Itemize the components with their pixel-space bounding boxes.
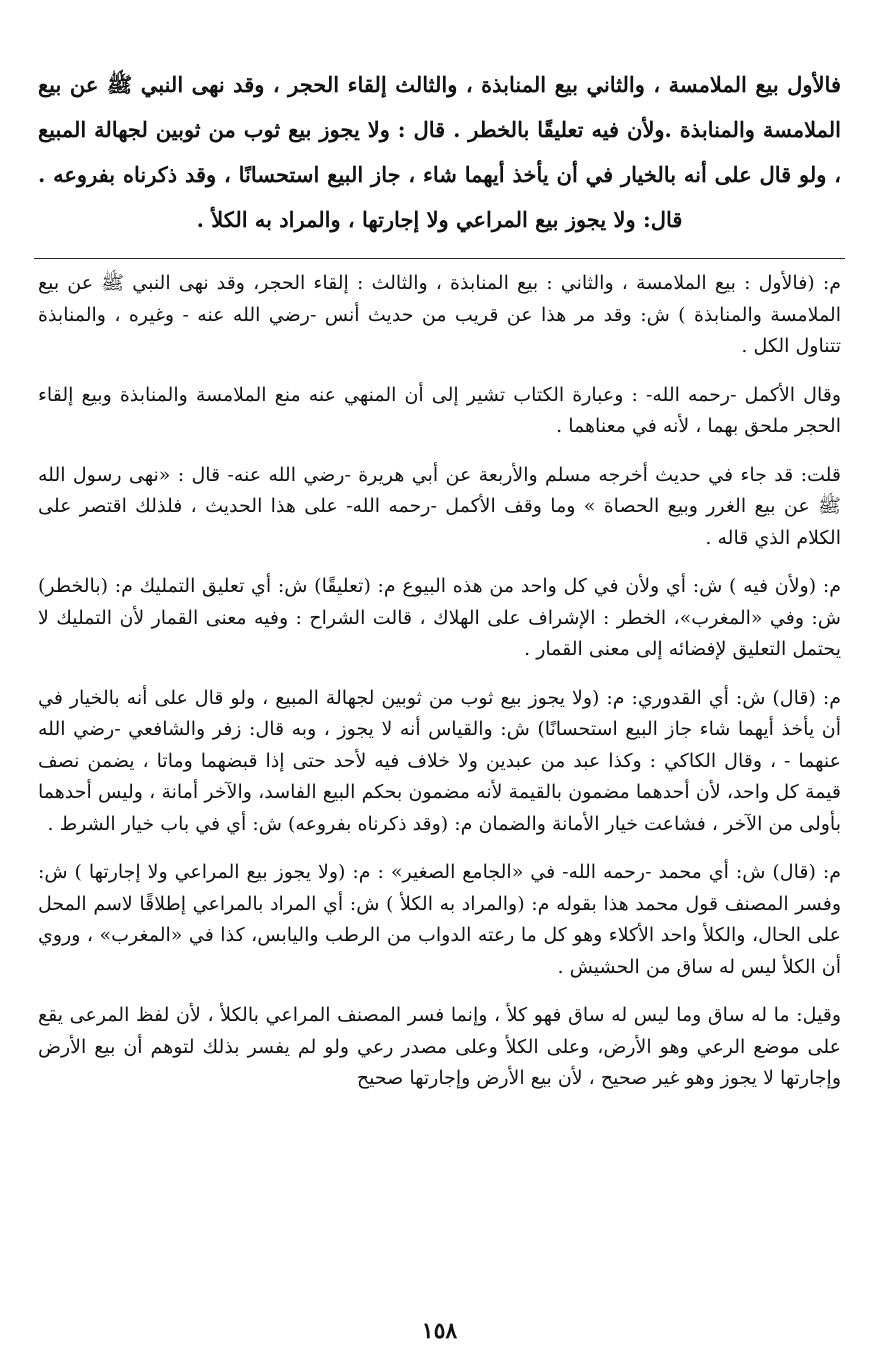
commentary-paragraph: م: (ولأن فيه ) ش: أي ولأن في كل واحد من هذه البيوع م: (تعليقًا) ش: أي تعليق التمليك م: (بالخطر) ش: وفي «المغرب»، الخطر : الإشراف على الهلاك ، قالت الشراح : وفيه معنى القمار لأن التمليك لا يحتمل التعليق لإفضائه إلى معنى القمار . [38,575,841,660]
commentary-paragraph: م: (فالأول : بيع الملامسة ، والثاني : بيع المنابذة ، والثالث : إلقاء الحجر، وقد نهى النبي ﷺ عن بيع الملامسة والمنابذة ) ش: وقد مر هذا عن قريب من حديث أنس -رضي الله عنه - وغيره ، والمنابذة تتناول الكل . [38,272,841,357]
separator-line [34,258,845,259]
main-text-block [38,62,841,242]
commentary-paragraph: وقيل: ما له ساق وما ليس له ساق فهو كلأ ، وإنما فسر المصنف المراعي بالكلأ ، لأن لفظ المرعى يقع على موضع الرعي وهو الأرض، وعلى الكلأ وعلى مصدر رعي ولو لم يفسر بذلك لتوهم أن بيع الأرض وإجارتها لا يجوز وهو غير صحيح ، لأن بيع الأرض وإجارتها صحيح [38,1004,842,1089]
commentary-block [38,268,841,1112]
commentary-paragraph: وقال الأكمل -رحمه الله- : وعبارة الكتاب تشير إلى أن المنهي عنه منع الملامسة والمنابذة وبيع إلقاء الحجر ملحق بهما ، لأنه في معناهما . [38,383,841,437]
page-number: ١٥٨ [421,1318,458,1344]
commentary-paragraph: م: (قال) ش: أي القدوري: م: (ولا يجوز بيع ثوب من ثوبين لجهالة المبيع ، ولو قال على أنه بالخيار في أن يأخذ أيهما شاء جاز البيع استحسانًا) ش: والقياس أنه لا يجوز ، وبه قال: زفر والشافعي -رضي الله عنهما - ، وقال الكاكي : وكذا عبد من عبدين ولا خلاف فيه لأحد حتى إذا قبضهما وماتا ، يضمن نصف قيمة كل واحد، لأن أحدهما مضمون بالقيمة لأنه مضمون بحكم البيع الفاسد، والآخر أمانة ، وليس أحدهما بأولى من الآخر ، فشاعت خيار الأمانة والضمان م: (وقد ذكرناه بفروعه) ش: أي في باب خيار الشرط . [38,686,841,835]
main-text: فالأول بيع الملامسة ، والثاني بيع المنابذة ، والثالث إلقاء الحجر ، وقد نهى النبي ﷺ عن بيع الملامسة والمنابذة .ولأن فيه تعليقًا بالخطر . قال : ولا يجوز بيع ثوب من ثوبين لجهالة المبيع ، ولو قال على أنه بالخيار في أن يأخذ أيهما شاء ، جاز البيع استحسانًا ، وقد ذكرناه بفروعه . قال: ولا يجوز بيع المراعي ولا إجارتها ، والمراد به الكلأ . [38,72,841,232]
commentary-paragraph: قلت: قد جاء في حديث أخرجه مسلم والأربعة عن أبي هريرة -رضي الله عنه- قال : «نهى رسول الله ﷺ عن بيع الغرر وبيع الحصاة » وما وقف الأكمل -رحمه الله- على هذا الحديث ، فلذلك اقتصر على الكلام الذي قاله . [38,463,841,549]
commentary-paragraph: م: (قال) ش: أي محمد -رحمه الله- في «الجامع الصغير» : م: (ولا يجوز بيع المراعي ولا إجارتها ) ش: وفسر المصنف قول محمد هذا بقوله م: (والمراد به الكلأ ) ش: أي المراد بالمراعي إطلاقًا لاسم المحل على الحال، والكلأ واحد الأكلاء وهو كل ما رعته الدواب من الرطب واليابس، كذا في «المغرب» ، وروي أن الكلأ ليس له ساق من الحشيش . [38,861,841,978]
